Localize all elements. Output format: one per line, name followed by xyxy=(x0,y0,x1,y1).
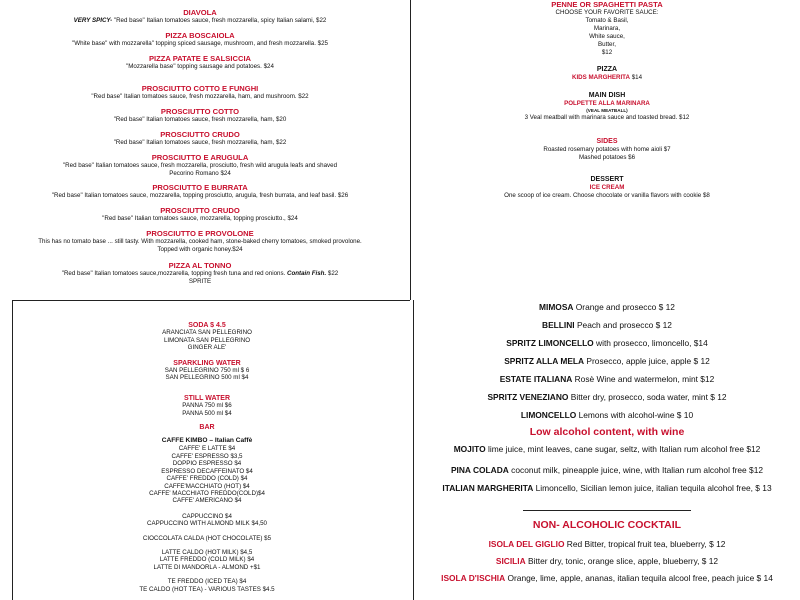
pizza-name: PIZZA AL TONNO xyxy=(168,261,232,270)
pizza-desc-2: Topped with organic honey.$24 xyxy=(157,246,243,253)
caffe-item: CAFFE' ESPRESSO $3,5 xyxy=(171,452,243,460)
pizza-arugula xyxy=(0,153,400,178)
latte-item: LATTE CALDO (HOT MILK) $4,5 xyxy=(161,548,253,556)
pizza-desc: "Red base" Italian tomatoes sauce, mozzarella, topping prosciutto, arugula, fresh burrata, and leaf basil. $26 xyxy=(51,192,349,199)
pizza-price: $22 xyxy=(326,270,339,277)
pizza-menu-panel xyxy=(0,8,400,298)
cocktail-isola-giglio xyxy=(414,539,800,549)
pizza-cotto-funghi xyxy=(0,84,400,101)
pizza-tonno xyxy=(0,261,400,286)
cocktail-desc: with prosecco, limoncello, $14 xyxy=(593,338,708,348)
caffe-item: DOPPIO ESPRESSO $4 xyxy=(172,460,242,468)
side-item: Roasted rosemary potatoes with home aioli $7 xyxy=(543,146,671,153)
pizza-boscaiola xyxy=(0,31,400,48)
latte-item: LATTE FREDDO (COLD MILK) $4 xyxy=(159,556,255,564)
sauce-line: Marinara, xyxy=(593,25,621,32)
still-water-title: STILL WATER xyxy=(183,394,231,402)
soda-item: LIMONATA SAN PELLEGRINO xyxy=(163,336,251,344)
bar-title: BAR xyxy=(199,424,215,432)
sauce-line: Tomato & Basil, xyxy=(585,17,629,24)
still-item: PANNA 750 ml $6 xyxy=(182,402,232,410)
non-alcoholic-title: NON- ALCOHOLIC COCKTAIL xyxy=(532,519,682,531)
kids-pizza-price: $14 xyxy=(629,74,643,81)
cocktail-bellini xyxy=(414,320,800,330)
still-item: PANNA 500 ml $4 xyxy=(182,409,232,417)
pizza-cotto xyxy=(0,107,400,124)
caffe-item: ESPRESSO DECAFFEINATO $4 xyxy=(161,467,253,475)
caffe-item: CAFFE'MACCHIATO (HOT) $4 xyxy=(164,482,250,490)
dessert-desc: One scoop of ice cream. Choose chocolate or vanilla flavors with cookie $8 xyxy=(504,192,710,199)
cocktail-limoncello xyxy=(414,410,800,420)
cappuccino-item: CAPPUCCINO $4 xyxy=(182,512,232,520)
beverages-panel xyxy=(14,322,400,600)
kids-menu-panel xyxy=(414,0,800,298)
sauce-line: Butter, xyxy=(598,41,616,48)
cocktails-panel xyxy=(414,302,800,600)
pizza-name: PROSCIUTTO COTTO E FUNGHI xyxy=(141,84,259,93)
pizza-desc: "Red base" Italian tomatoes sauce, fresh mozzarella, ham, and mushroom. $22 xyxy=(91,93,309,100)
pizza-desc-2: Pecorino Romano $24 xyxy=(169,170,231,177)
pizza-desc: "Red base" Italian tomatoes sauce, fresh mozzarella, prosciutto, fresh wild arugula leafs and shaved xyxy=(62,162,338,169)
cocktail-desc: Prosecco, apple juice, apple $ 12 xyxy=(584,356,710,366)
pizza-crudo-2 xyxy=(0,206,400,223)
main-dish-name: POLPETTE ALLA MARINARA xyxy=(564,100,650,107)
pizza-name: PROSCIUTTO CRUDO xyxy=(160,206,240,215)
cocktail-desc: Red Bitter, tropical fruit tea, blueberry, $ 12 xyxy=(564,539,726,549)
low-alcohol-title: Low alcohol content, with wine xyxy=(529,426,685,438)
pizza-desc: "Red base" Italian tomatoes sauce, fresh mozzarella, ham, $22 xyxy=(113,139,287,146)
caffe-item: CAFFE' AMERICANO $4 xyxy=(172,497,242,505)
cocktail-italian-margherita xyxy=(414,483,800,493)
cappuccino-item: CAPPUCCINO WITH ALMOND MILK $4,50 xyxy=(147,520,267,528)
cocktail-name: MIMOSA xyxy=(539,302,574,312)
cocktail-desc: Limoncello, Sicilian lemon juice, italian tequila alcohol free, $ 13 xyxy=(533,483,772,493)
pizza-name: PIZZA BOSCAIOLA xyxy=(165,31,235,40)
main-dish-sub: (VEAL MEATBALL) xyxy=(586,108,628,113)
pizza-header: PIZZA xyxy=(596,66,618,73)
cocktail-estate-italiana xyxy=(414,374,800,384)
pizza-desc: "Mozzarella base" topping sausage and potatoes. $24 xyxy=(126,63,274,70)
cocktail-desc: Rosè Wine and watermelon, mint $12 xyxy=(572,374,715,384)
pasta-title: PENNE OR SPAGHETTI PASTA xyxy=(551,0,663,9)
cocktail-name: SPRITZ VENEZIANO xyxy=(487,392,569,402)
pizza-burrata xyxy=(0,183,400,200)
cocktail-desc: Peach and prosecco $ 12 xyxy=(574,320,672,330)
cocktail-name: SPRITZ LIMONCELLO xyxy=(506,338,594,348)
soda-item: GINGER ALE' xyxy=(187,344,227,352)
pasta-sauce-list xyxy=(414,9,800,57)
cocktail-name: SICILIA xyxy=(495,556,526,566)
main-dish-header: MAIN DISH xyxy=(588,92,626,99)
cocktail-spritz-mela xyxy=(414,356,800,366)
pizza-desc xyxy=(0,270,400,278)
pizza-name: PROSCIUTTO E PROVOLONE xyxy=(146,229,254,238)
cocktail-name: LIMONCELLO xyxy=(520,410,577,420)
caffe-title: CAFFE KIMBO – Italian Caffè xyxy=(161,437,253,445)
cocktail-desc: Orange and prosecco $ 12 xyxy=(573,302,675,312)
cocktail-name: ISOLA DEL GIGLIO xyxy=(488,539,565,549)
pizza-desc: "White base" with mozzarella" topping spiced sausage, mushroom, and fresh mozzarella. $25 xyxy=(72,40,328,47)
cocktail-name: SPRITZ ALLA MELA xyxy=(504,356,585,366)
cocktail-spritz-limoncello xyxy=(414,338,800,348)
pizza-desc-text: "Red base" Italian tomatoes sauce,mozzarella, topping fresh tuna and red onions. xyxy=(61,270,287,277)
pizza-name: PROSCIUTTO COTTO xyxy=(160,107,240,116)
kids-pizza xyxy=(414,74,800,82)
cocktail-desc: Lemons with alcohol-wine $ 10 xyxy=(576,410,694,420)
pizza-desc: "Red base" Italian tomatoes sauce, mozzarella, topping prosciutto., $24 xyxy=(102,215,298,222)
cocktail-desc: Bitter dry, tonic, orange slice, apple, blueberry, $ 12 xyxy=(525,556,719,566)
te-item: TE CALDO (HOT TEA) - VARIOUS TASTES $4.5 xyxy=(139,585,275,593)
cocktail-name: ESTATE ITALIANA xyxy=(499,374,573,384)
sprite-label: SPRITE xyxy=(188,278,212,285)
side-item: Mashed potatoes $6 xyxy=(578,154,636,161)
soda-item: ARANCIATA SAN PELLEGRINO xyxy=(162,329,252,337)
sparkling-item: SAN PELLEGRINO 750 ml $ 6 xyxy=(164,367,250,375)
main-dish-desc: 3 Veal meatball with marinara sauce and toasted bread. $12 xyxy=(524,114,690,121)
pizza-desc: "Red base" Italian tomatoes sauce, fresh mozzarella, ham, $20 xyxy=(113,116,287,123)
cocktail-name: BELLINI xyxy=(542,320,575,330)
cocktail-mimosa xyxy=(414,302,800,312)
pizza-desc: This has no tomato base ... still tasty. With mozzarella, cooked ham, stone-baked cherry tomatoes, smoked provolone. xyxy=(38,238,362,245)
cocktail-name: PINA COLADA xyxy=(450,465,509,475)
cocktail-desc: lime juice, mint leaves, cane sugar, seltz, with Italian rum alcohol free $12 xyxy=(485,444,761,454)
te-item: TE FREDDO (ICED TEA) $4 xyxy=(167,578,247,586)
cocktail-name: ITALIAN MARGHERITA xyxy=(442,483,534,493)
cocktail-desc: Orange, lime, apple, ananas, italian tequila alcool free, peach juice $ 14 xyxy=(505,573,773,583)
divider-horizontal-left xyxy=(12,300,410,301)
cocktail-sicilia xyxy=(414,556,800,566)
cioccolata-item: CIOCCOLATA CALDA (HOT CHOCOLATE) $5 xyxy=(142,534,272,542)
pizza-desc-text: "Red base" Italian tomatoes sauce, fresh mozzarella, spicy Italian salami, $22 xyxy=(112,17,327,24)
dessert-header: DESSERT xyxy=(590,176,624,183)
pizza-patate-salsiccia xyxy=(0,54,400,71)
sparkling-water-title: SPARKLING WATER xyxy=(173,359,241,367)
sauce-line: $12 xyxy=(601,49,613,56)
sides-header: SIDES xyxy=(596,138,618,145)
pizza-provolone xyxy=(0,229,400,254)
cocktail-isola-ischia xyxy=(414,573,800,583)
spicy-note: VERY SPICY- xyxy=(73,17,113,24)
caffe-item: CAFFE' E LATTE $4 xyxy=(178,445,236,453)
soda-title: SODA $ 4.5 xyxy=(188,322,226,329)
sauce-line: White sauce, xyxy=(589,33,625,40)
latte-item: LATTE DI MANDORLA - ALMOND +$1 xyxy=(153,563,261,571)
pizza-name: PROSCIUTTO E ARUGULA xyxy=(151,153,249,162)
pizza-crudo xyxy=(0,130,400,147)
cocktail-desc: Bitter dry, prosecco, soda water, mint $ 12 xyxy=(568,392,727,402)
divider-vertical-left xyxy=(12,300,13,600)
section-divider xyxy=(523,510,691,511)
dessert-name: ICE CREAM xyxy=(589,184,625,191)
caffe-item: CAFFE' MACCHIATO FREDDO(COLD)$4 xyxy=(149,489,265,497)
sparkling-item: SAN PELLEGRINO 500 ml $4 xyxy=(165,374,249,382)
cocktail-mojito xyxy=(414,444,800,454)
sauce-line: CHOOSE YOUR FAVORITE SAUCE: xyxy=(555,9,659,16)
divider-vertical-top xyxy=(410,0,411,300)
kids-pizza-name: KIDS MARGHERITA xyxy=(571,74,630,81)
pizza-diavola xyxy=(0,8,400,25)
cocktail-desc: coconut milk, pineapple juice, wine, with Italian rum alcohol free $12 xyxy=(508,465,764,475)
caffe-item: CAFFE' FREDDO (COLD) $4 xyxy=(166,475,248,483)
pizza-name: PIZZA PATATE E SALSICCIA xyxy=(148,54,252,63)
cocktail-pina-colada xyxy=(414,465,800,475)
cocktail-name: MOJITO xyxy=(453,444,486,454)
pizza-name: PROSCIUTTO E BURRATA xyxy=(152,183,248,192)
pizza-name: PROSCIUTTO CRUDO xyxy=(160,130,240,139)
cocktail-spritz-veneziano xyxy=(414,392,800,402)
pizza-name: DIAVOLA xyxy=(183,8,217,17)
cocktail-name: ISOLA D'ISCHIA xyxy=(441,573,506,583)
pizza-desc xyxy=(0,17,400,25)
fish-note: Contain Fish. xyxy=(286,270,327,277)
